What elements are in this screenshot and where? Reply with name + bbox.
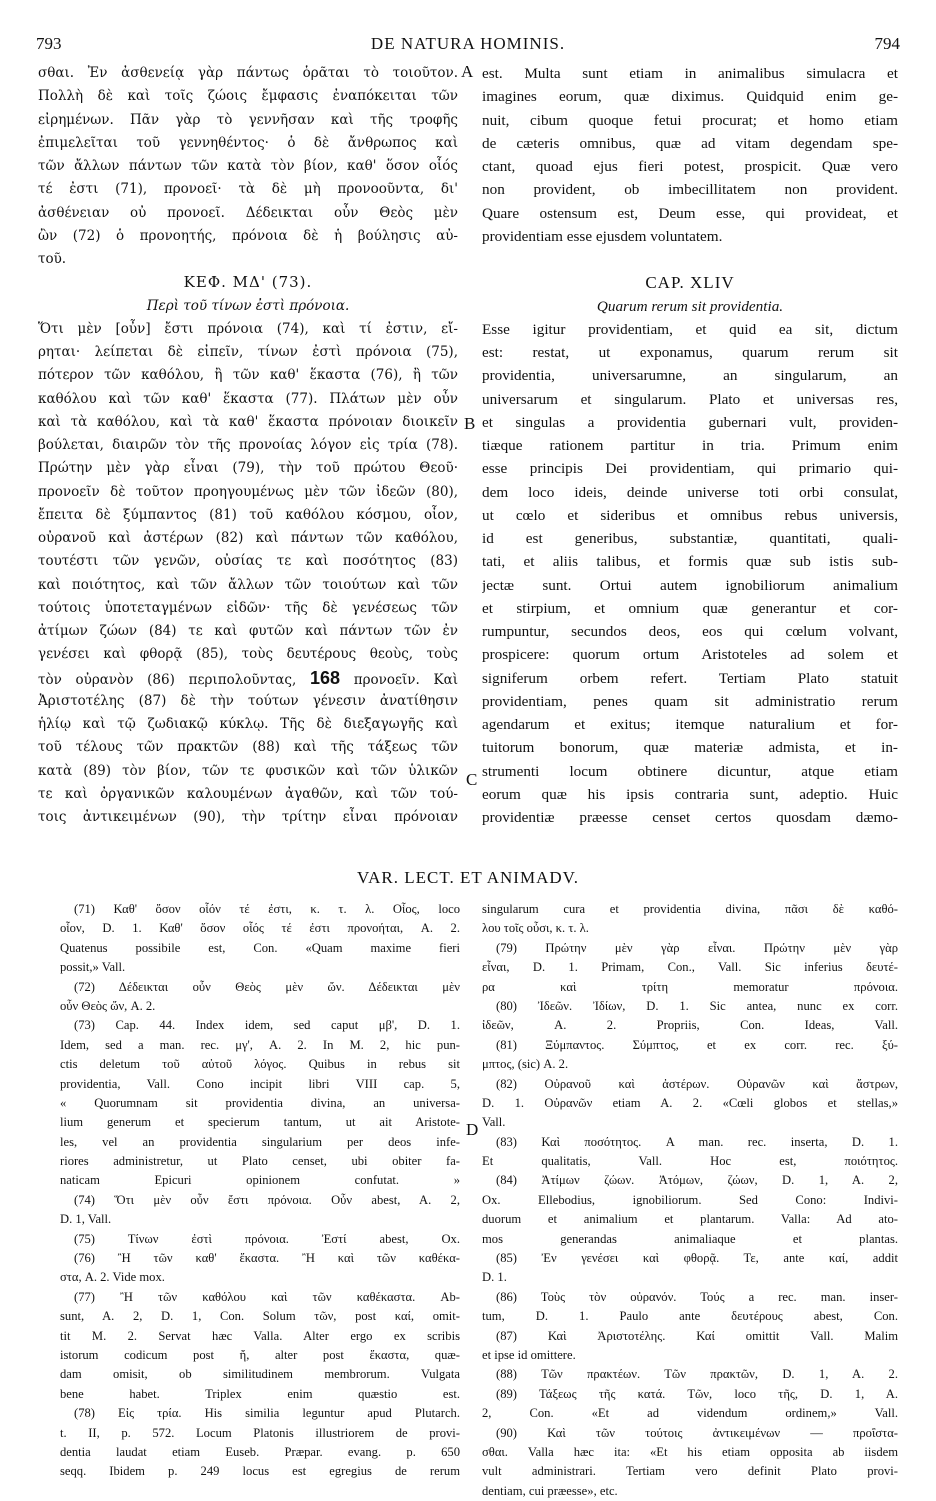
text-line: (84) Ἀτίμων ζώων. Ἀτόμων, ζώων, D. 1, A. 2, — [496, 1173, 898, 1188]
text-line: (83) Καὶ ποσότητος. A man. rec. inserta, D. 1. — [496, 1134, 898, 1149]
text-line: signiferum orbem refert. Tertiam Plato statuit — [482, 669, 898, 687]
text-line: (71) Καθ' ὅσον οἷόν τέ ἐστι, κ. τ. λ. Οἷος, loco — [74, 902, 460, 916]
page-number-right: 794 — [874, 34, 900, 53]
margin-letter-a: A — [461, 62, 474, 81]
text-line: (75) Τίνων ἐστὶ πρόνοια. Ἐστί abest, Ox. — [74, 1231, 460, 1246]
text-line: ἐπιμελεῖται τοῦ γεννηθέντος· ὁ δὲ ἄνθρωπος καὶ — [38, 134, 458, 151]
text-line: tum, D. 1. Paulo ante δευτέρους abest, Con. — [482, 1309, 898, 1324]
text-line: possit,» Vall. — [60, 960, 126, 975]
margin-letter-b: B — [464, 414, 476, 433]
text-line: (78) Εἰς τρία. His similia leguntur apud Plutarch. — [74, 1406, 460, 1421]
text-line: ctis deletum τοῦ αὐτοῦ λόγος. Quibus in rebus sit — [60, 1057, 460, 1072]
text-line: (90) Καὶ τῶν τούτοις ἀντικειμένων — προΐστα- — [496, 1425, 898, 1440]
text-line: τουτέστι τῶν γενῶν, οὐσίας τε καὶ ποσότητος (83) — [38, 553, 458, 570]
text-line: providentiam, penes quam sit administratio rerum — [482, 692, 898, 710]
text-line: ρηται· λείπεται δὲ εἰπεῖν, τίνων ἐστὶ πρόνοια (75), — [38, 344, 458, 360]
text-line: Ἀριστοτέλης (87) δὲ τὴν τούτων γένεσιν ἀνατίθησιν — [38, 692, 458, 709]
text-line: (77) Ἢ τῶν καθόλου καὶ τῶν καθέκαστα. Ab- — [74, 1289, 460, 1304]
text-line: D. 1, Vall. — [60, 1212, 112, 1227]
text-line: agendarum et exitus; itemque naturalium et for- — [482, 716, 898, 733]
text-line: (87) Καὶ Ἀριστοτέλης. Καί omittit Vall. Malim — [496, 1328, 898, 1343]
text-line: καὶ ποιότητος, καὶ τῶν ἄλλων τῶν τοιούτων καὶ τῶν — [38, 576, 458, 593]
text-line: ὢν (72) ὁ προνοητής, πρόνοια δὲ ἡ βούλησις αὐ- — [38, 227, 458, 244]
text-line: lium generum et specierum tantum, ut ait Aristote- — [60, 1115, 460, 1130]
text-line: πότερον τῶν καθόλου, ἢ τῶν καθ' ἕκαστα (76), ἢ τῶν — [38, 367, 458, 384]
text-line: Vall. — [482, 1115, 506, 1130]
notes-title: VAR. LECT. ET ANIMADV. — [357, 868, 579, 887]
text-line: λου τοῖς οὖσι, κ. τ. λ. — [482, 921, 589, 936]
text-line: de cæteris omnibus, quæ ad vitam degendam spe- — [482, 134, 898, 152]
text-line: (89) Τάξεως τῆς κατά. Τῶν, loco τῆς, D. 1, A. — [496, 1386, 898, 1401]
text-line: id est generibus, substantiæ, quantitati, quali- — [482, 530, 898, 547]
chapter-heading: CAP. XLIV — [645, 273, 735, 293]
text-line: « Quorumnam sit providentia divina, an universa- — [60, 1095, 460, 1110]
text-line: tuitorum bonorum, quæ materiæ admista, et in- — [482, 739, 898, 757]
text-line: μπτος, (sic) A. 2. — [482, 1057, 569, 1072]
text-line: (85) Ἐν γενέσει καὶ φθορᾷ. Τε, ante καί, addit — [496, 1251, 898, 1266]
text-line: providentiam esse ejusdem voluntatem. — [482, 227, 723, 245]
text-line: Esse igitur providentiam, et quid ea sit, dictum — [482, 320, 898, 338]
text-line: istorum codicum post ἤ, alter post ἕκαστα, quæ- — [60, 1347, 460, 1362]
text-line: et ipse id omittere. — [482, 1347, 576, 1362]
column-number: 168 — [309, 667, 340, 688]
text-line: γενέσει καὶ φθορᾷ (85), τοὺς δευτέρους θεοὺς, τοὺς — [38, 646, 458, 663]
text-line: dentiam, cui præesse», etc. — [482, 1483, 618, 1498]
text-line: strumenti locum obtinere dicuntur, atque etiam — [482, 762, 898, 780]
text-line: ctant, quoad ejus fieri potest, prospicit. Quæ vero — [482, 158, 898, 175]
text-line: ἀτίμων ζώων (84) τε καὶ φυτῶν καὶ πάντων τῶν ἐν — [38, 623, 458, 639]
text-line: providentia, universarumne, an singularum, an — [482, 367, 898, 385]
text-line: rumpuntur, secundos deos, eos qui cœlum volvant, — [482, 623, 898, 640]
text-line: ut cœlo et sideribus et omnibus rebus universis, — [482, 506, 898, 524]
text-line: prospicere: quorum ortum Aristoteles ad solem et — [482, 646, 898, 664]
latin-text-column — [482, 62, 898, 829]
text-line: ἰδεῶν, A. 2. Propriis, Con. Ideas, Vall. — [482, 1018, 898, 1033]
notes-right-column — [482, 900, 898, 1501]
text-line: est: restat, ut exponamus, quarum rerum sit — [482, 344, 898, 361]
text-line: εἰρημένων. Πᾶν γὰρ τὸ γεννῆσαν καὶ τῆς τροφῆς — [38, 111, 458, 128]
text-line: et stirpium, et omnium quæ generantur et cor- — [482, 599, 898, 617]
text-line: providentiæ præesse censet certos quosdam dæmo- — [482, 809, 898, 826]
text-line: dentia laudat etiam Euseb. Præpar. evang. p. 650 — [60, 1444, 460, 1459]
text-line: non provident, ob imbecillitatem non provident. — [482, 181, 898, 199]
text-line: universarum et singularum. Plato et universas res, — [482, 390, 898, 408]
text-line: τῶν ἄλλων πάντων τῶν κατὰ τὸν βίον, καθ' ὅσον οἷός — [38, 158, 458, 174]
text-line: singularum cura et providentia divina, πᾶσι δὲ καθό- — [482, 902, 898, 916]
text-line: ἡλίῳ καὶ τῷ ζωδιακῷ κύκλῳ. Τῆς δὲ διεξαγωγῆς καὶ — [38, 716, 458, 732]
text-line: Ox. Ellebodius, ignobiliorum. Sed Cono: Indivi- — [482, 1192, 898, 1207]
text-line: Πολλὴ δὲ καὶ τοῖς ζώοις ἔμφασις ἐναπόκειται τῶν — [38, 88, 458, 105]
text-line: τούτοις ὑποτεταγμένων εἰδῶν· τῆς δὲ γενέσεως τῶν — [38, 599, 458, 616]
text-line: et singulas a providentia gubernari vult, providen- — [482, 413, 898, 431]
text-line: καθόλου καὶ τῶν καθ' ἕκαστα (77). Πλάτων μὲν οὖν — [38, 390, 458, 407]
text-line: tiæque rationem partitur in tria. Primum enim — [482, 437, 898, 454]
text-line: οὐρανοῦ καὶ ἀστέρων (82) καὶ πάντων τῶν καθόλου, — [38, 530, 458, 546]
text-line: imagines eorum, quæ diximus. Quidquid enim ge- — [482, 88, 898, 106]
text-line: tati, et aliis talibus, et formis quæ sub istis sub- — [482, 553, 898, 571]
text-line: καὶ τὰ καθόλου, καὶ τὰ καθ' ἕκαστα πρόνοιαν διοικεῖν — [38, 413, 458, 430]
text-line: eorum quæ his ipsis contraria sunt, adeptio. Huic — [482, 785, 898, 803]
text-line: οἷον, D. 1. Καθ' ὅσον οἷός τέ ἐστι προνοήται, A. 2. — [60, 921, 460, 936]
text-line: bene habet. Triplex enim quæstio est. — [60, 1386, 460, 1401]
text-line: 2, Con. «Et ad videndum ordinem,» Vall. — [482, 1406, 898, 1421]
text-line: esse principis Dei providentiam, qui primario qui- — [482, 460, 898, 478]
text-line: naticam Epicuri opinionem confutat. » — [60, 1173, 460, 1188]
text-line: (88) Τῶν πρακτέων. Τῶν πρακτῶν, D. 1, A. 2. — [496, 1367, 898, 1382]
text-line: (81) Ξύμπαντος. Σύμπτος, et ex corr. rec. ξύ- — [496, 1037, 898, 1052]
notes-left-column — [60, 900, 460, 1482]
text-line: βούλεται, διαιρῶν τὸν τῆς προνοίας λόγον εἰς τρία (78). — [38, 437, 458, 453]
text-line: σθαι. Ἐν ἀσθενείᾳ γὰρ πάντως ὁρᾶται τὸ τοιοῦτον. — [38, 65, 458, 81]
text-line: nuit, cibum quoque fetui procurat; et homo etiam — [482, 111, 898, 129]
text-line: D. 1. Οὐρανῶν etiam A. 2. «Cœli globos et stellas,» — [482, 1095, 898, 1110]
text-line: κατὰ (89) τὸν βίον, τῶν τε φυσικῶν καὶ τῶν ὑλικῶν — [38, 762, 458, 779]
running-title: DE NATURA HOMINIS. — [370, 34, 566, 53]
text-line: mos generandas animaliaque et plantas. — [482, 1231, 898, 1246]
text-line: est. Multa sunt etiam in animalibus simulacra et — [482, 65, 898, 82]
text-line: les, vel an providentia singularium per deos infe- — [60, 1134, 460, 1149]
text-line: (72) Δέδεικται οὖν Θεὸς μὲν ὤν. Δέδεικται μὲν — [74, 979, 460, 994]
running-header — [36, 34, 900, 60]
text-line: σθαι. Valla hæc ita: «Et his etiam opposita ab iisdem — [482, 1444, 898, 1459]
text-line: (73) Cap. 44. Index idem, sed caput μβ', D. 1. — [74, 1018, 460, 1033]
chapter-heading: ΚΕΦ. ΜΔ' (73). — [183, 273, 313, 292]
text-line: jectæ sunt. Ortui autem ignobiliorum animalium — [482, 576, 898, 594]
margin-letter-d: D — [466, 1120, 479, 1139]
text-line: τε καὶ ὀργανικῶν καλουμένων ἀγαθῶν, καὶ τῶν τού- — [38, 785, 458, 802]
chapter-subtitle: Περὶ τοῦ τίνων ἐστὶ πρόνοια. — [146, 297, 350, 314]
text-line: ἔπειτα δὲ ξύμπαντος (81) τοῦ καθόλου κόσμου, οἷον, — [38, 506, 458, 523]
text-line: riores administretur, ut Plato censet, ubi obiter fa- — [60, 1154, 460, 1169]
text-line: προνοεῖν δὲ τοῦτον προηγουμένως μὲν τῶν ἰδεῶν (80), — [38, 483, 458, 500]
text-line: τοις ἀντικειμένων (90), τὴν τρίτην εἶναι πρόνοιαν — [38, 809, 458, 825]
chapter-subtitle: Quarum rerum sit providentia. — [596, 297, 784, 315]
greek-text-column — [38, 62, 458, 829]
text-line: Quatenus possibile est, Con. «Quam maxime fieri — [60, 940, 460, 955]
text-line: τέ ἐστι (71), προνοεῖ· τὰ δὲ μὴ προνοοῦντα, δι' — [38, 181, 458, 198]
text-line: providentia, Vall. Cono incipit libri VIII cap. 5, — [60, 1076, 460, 1091]
text-line — [482, 248, 898, 271]
text-line: vult administrari. Tertiam vero definit Plato provi- — [482, 1464, 898, 1479]
text-line: tit M. 2. Servat hæc Valla. Alter ergo ex scribis — [60, 1328, 460, 1343]
text-line: (79) Πρώτην μὲν γὰρ εἶναι. Πρώτην μὲν γὰρ — [496, 940, 898, 955]
text-line: τοῦ τέλους τῶν πρακτῶν (88) καὶ τῆς τάξεως τῶν — [38, 739, 458, 756]
text-line: στα, A. 2. Vide mox. — [60, 1270, 165, 1285]
text-line: τὸν οὐρανὸν (86) περιπολοῦντας, 168 προνοεῖν. Καὶ — [38, 667, 458, 688]
text-line: dam omisit, ob similitudinem membrorum. Vulgata — [60, 1367, 460, 1382]
text-line: ρα καὶ τρίτη memoratur πρόνοια. — [482, 979, 898, 994]
text-line: Quare ostensum est, Deum esse, qui provideat, et — [482, 204, 898, 222]
page-number-left: 793 — [36, 34, 62, 53]
text-line: (76) Ἢ τῶν καθ' ἕκαστα. Ἢ καὶ τῶν καθέκα- — [74, 1251, 460, 1266]
margin-letter-c: C — [466, 770, 478, 789]
text-line: (80) Ἰδεῶν. Ἰδίων, D. 1. Sic antea, nunc ex corr. — [496, 998, 898, 1013]
text-line: (86) Τοὺς τὸν οὐρανόν. Τούς a rec. man. inser- — [496, 1289, 898, 1304]
text-line: Πρώτην μὲν γὰρ εἶναι (79), τὴν τοῦ πρώτου Θεοῦ· — [38, 460, 458, 477]
text-line: Et qualitatis, Vall. Hoc est, ποιότητος. — [482, 1154, 898, 1169]
text-line: (82) Οὐρανοῦ καὶ ἀστέρων. Οὐρανῶν καὶ ἄστρων, — [496, 1076, 898, 1091]
text-line: Idem, sed a man. rec. μγ', A. 2. In M. 2, hic pun- — [60, 1037, 460, 1052]
text-line: D. 1. — [482, 1270, 507, 1285]
text-line: τοῦ. — [38, 251, 67, 267]
text-line: seqq. Ibidem p. 249 locus est egregius de rerum — [60, 1464, 460, 1479]
text-line: Ὅτι μὲν [οὖν] ἔστι πρόνοια (74), καὶ τί ἐστιν, εἴ- — [38, 320, 458, 337]
text-line: duorum et animalium et plantarum. Valla: Ad ato- — [482, 1212, 898, 1227]
text-line: t. II, p. 572. Locum Platonis illustriorem de provi- — [60, 1425, 460, 1440]
text-line: (74) Ὅτι μὲν οὖν ἔστι πρόνοια. Οὖν abest, A. 2, — [74, 1192, 460, 1207]
text-line: ἀσθένειαν οὐ προνοεῖ. Δέδεικται οὖν Θεὸς μὲν — [38, 204, 458, 221]
text-line: dem loco ideis, deinde universe toti orbi consulat, — [482, 483, 898, 501]
text-line: sunt, A. 2, D. 1, Con. Solum τῶν, post καί, omit- — [60, 1309, 460, 1324]
text-line: οὖν Θεὸς ὤν, A. 2. — [60, 998, 156, 1013]
text-line: εἶναι, D. 1. Primam, Con., Vall. Sic inferius δευτέ- — [482, 960, 898, 975]
